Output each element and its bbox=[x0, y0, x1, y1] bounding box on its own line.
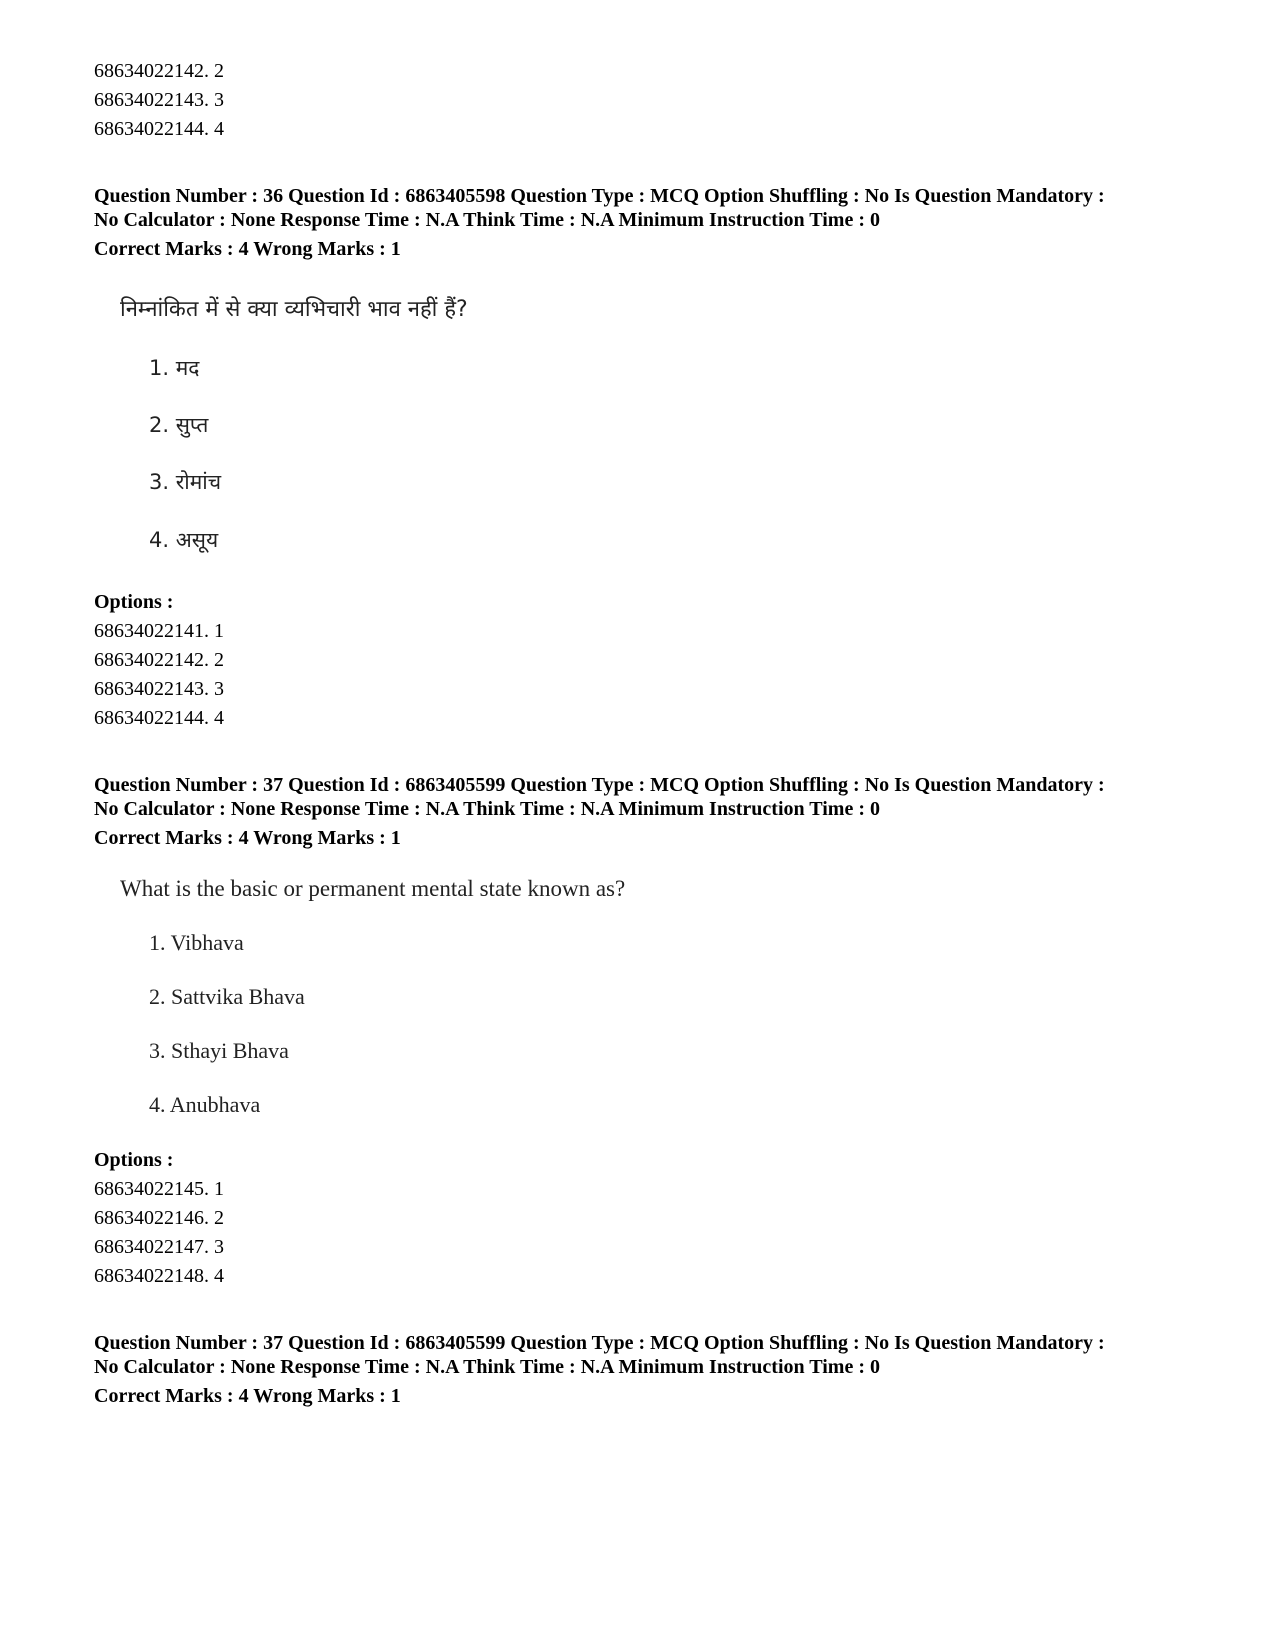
option-line: 68634022143. 3 bbox=[94, 89, 224, 111]
question-marks: Correct Marks : 4 Wrong Marks : 1 bbox=[94, 238, 401, 260]
answer-choice: 1. मद bbox=[149, 356, 200, 380]
question-meta-line2: No Calculator : None Response Time : N.A Think Time : N.A Minimum Instruction Time : 0 bbox=[94, 1356, 880, 1378]
options-label: Options : bbox=[94, 591, 174, 613]
answer-choice: 1. Vibhava bbox=[149, 930, 244, 955]
option-line: 68634022143. 3 bbox=[94, 678, 224, 700]
option-line: 68634022144. 4 bbox=[94, 118, 224, 140]
question-meta-line1: Question Number : 37 Question Id : 6863405599 Question Type : MCQ Option Shuffling : No Is Question Mandatory : bbox=[94, 1332, 1105, 1354]
question-text: निम्नांकित में से क्या व्यभिचारी भाव नहीं हैं? bbox=[120, 297, 468, 322]
options-label: Options : bbox=[94, 1149, 174, 1171]
question-marks: Correct Marks : 4 Wrong Marks : 1 bbox=[94, 827, 401, 849]
question-meta-line2: No Calculator : None Response Time : N.A Think Time : N.A Minimum Instruction Time : 0 bbox=[94, 209, 880, 231]
option-line: 68634022148. 4 bbox=[94, 1265, 224, 1287]
question-meta-line2: No Calculator : None Response Time : N.A Think Time : N.A Minimum Instruction Time : 0 bbox=[94, 798, 880, 820]
question-marks: Correct Marks : 4 Wrong Marks : 1 bbox=[94, 1385, 401, 1407]
answer-choice: 2. Sattvika Bhava bbox=[149, 984, 305, 1009]
answer-choice: 2. सुप्त bbox=[149, 413, 209, 437]
question-meta-line1: Question Number : 36 Question Id : 6863405598 Question Type : MCQ Option Shuffling : No Is Question Mandatory : bbox=[94, 185, 1105, 207]
option-line: 68634022141. 1 bbox=[94, 620, 224, 642]
option-line: 68634022145. 1 bbox=[94, 1178, 224, 1200]
answer-choice: 4. असूय bbox=[149, 528, 219, 552]
answer-choice: 3. Sthayi Bhava bbox=[149, 1038, 289, 1063]
option-line: 68634022142. 2 bbox=[94, 649, 224, 671]
option-line: 68634022146. 2 bbox=[94, 1207, 224, 1229]
option-line: 68634022144. 4 bbox=[94, 707, 224, 729]
answer-choice: 3. रोमांच bbox=[149, 470, 222, 494]
option-line: 68634022142. 2 bbox=[94, 60, 224, 82]
option-line: 68634022147. 3 bbox=[94, 1236, 224, 1258]
question-meta-line1: Question Number : 37 Question Id : 6863405599 Question Type : MCQ Option Shuffling : No Is Question Mandatory : bbox=[94, 774, 1105, 796]
answer-choice: 4. Anubhava bbox=[149, 1092, 261, 1117]
question-text: What is the basic or permanent mental state known as? bbox=[120, 876, 626, 901]
